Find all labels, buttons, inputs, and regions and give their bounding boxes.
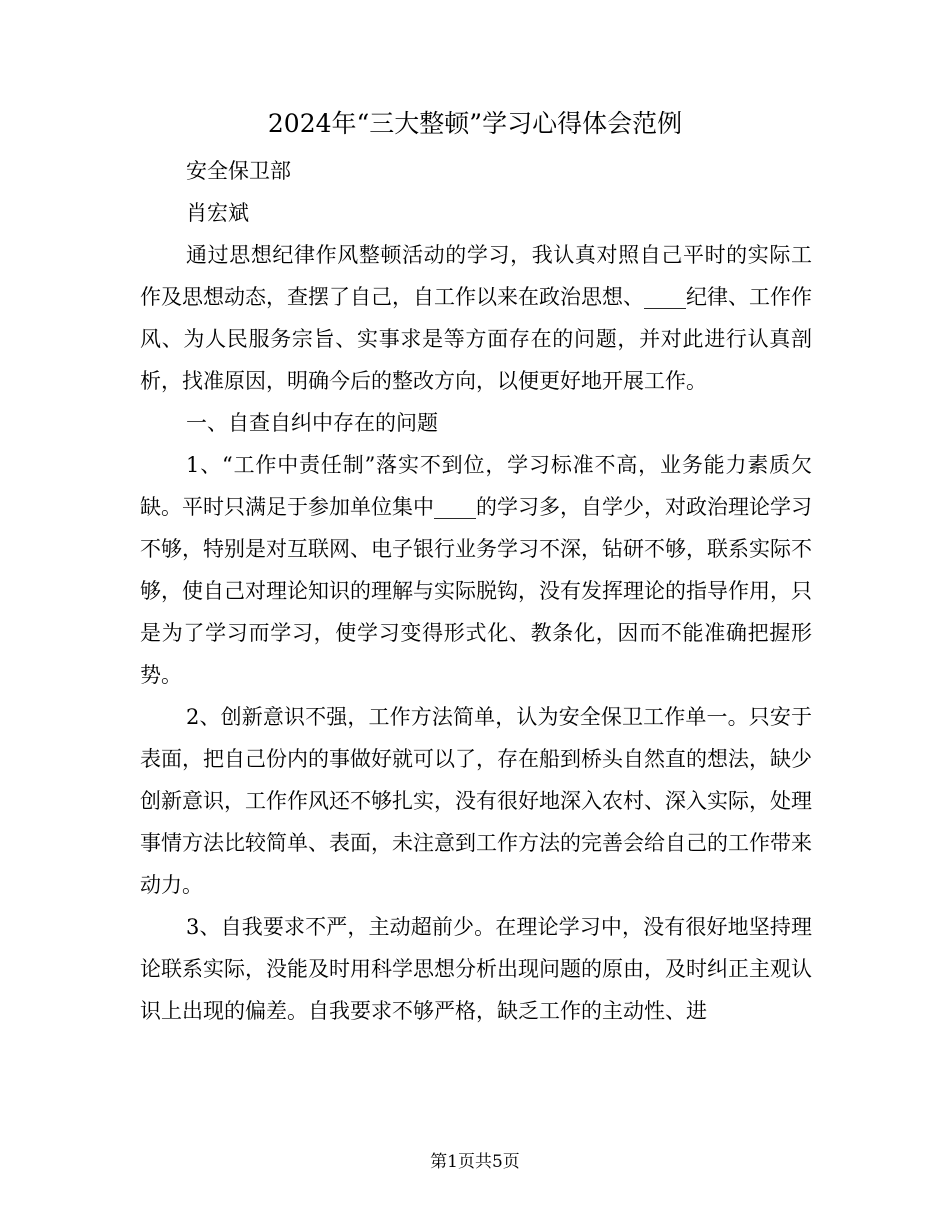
author-line: 肖宏斌 [186,201,249,225]
paragraph-item-3: 3、自我要求不严，主动超前少。在理论学习中，没有很好地坚持理论联系实际，没能及时用科学思想分析出现问题的原由，及时纠正主观认识上出现的偏差。自我要求不够严格，缺乏工作的主动性、进 [140,915,812,1023]
department-line: 安全保卫部 [186,159,291,183]
section-heading: 一、自查自纠中存在的问题 [186,411,438,435]
paragraph-intro: 通过思想纪律作风整顿活动的学习，我认真对照自己平时的实际工作及思想动态，查摆了自己，自工作以来在政治思想、____纪律、工作作风、为人民服务宗旨、实事求是等方面存在的问题，并对此进行认真剖析，找准原因，明确今后的整改方向，以便更好地开展工作。 [140,243,812,393]
document-title: 2024年“三大整顿”学习心得体会范例 [267,109,683,138]
paragraph-item-1: 1、“工作中责任制”落实不到位，学习标准不高，业务能力素质欠缺。平时只满足于参加单位集中____的学习多，自学少，对政治理论学习不够，特别是对互联网、电子银行业务学习不深，钻研不够，联系实际不够，使自己对理论知识的理解与实际脱钩，没有发挥理论的指导作用，只是为了学习而学习，使学习变得形式化、教条化，因而不能准确把握形势。 [140,453,812,687]
page-number: 第1页共5页 [430,1152,520,1172]
paragraph-item-2: 2、创新意识不强，工作方法简单，认为安全保卫工作单一。只安于表面，把自己份内的事做好就可以了，存在船到桥头自然直的想法，缺少创新意识，工作作风还不够扎实，没有很好地深入农村、深入实际，处理事情方法比较简单、表面，未注意到工作方法的完善会给自己的工作带来动力。 [140,705,812,897]
document-body [140,150,812,1032]
